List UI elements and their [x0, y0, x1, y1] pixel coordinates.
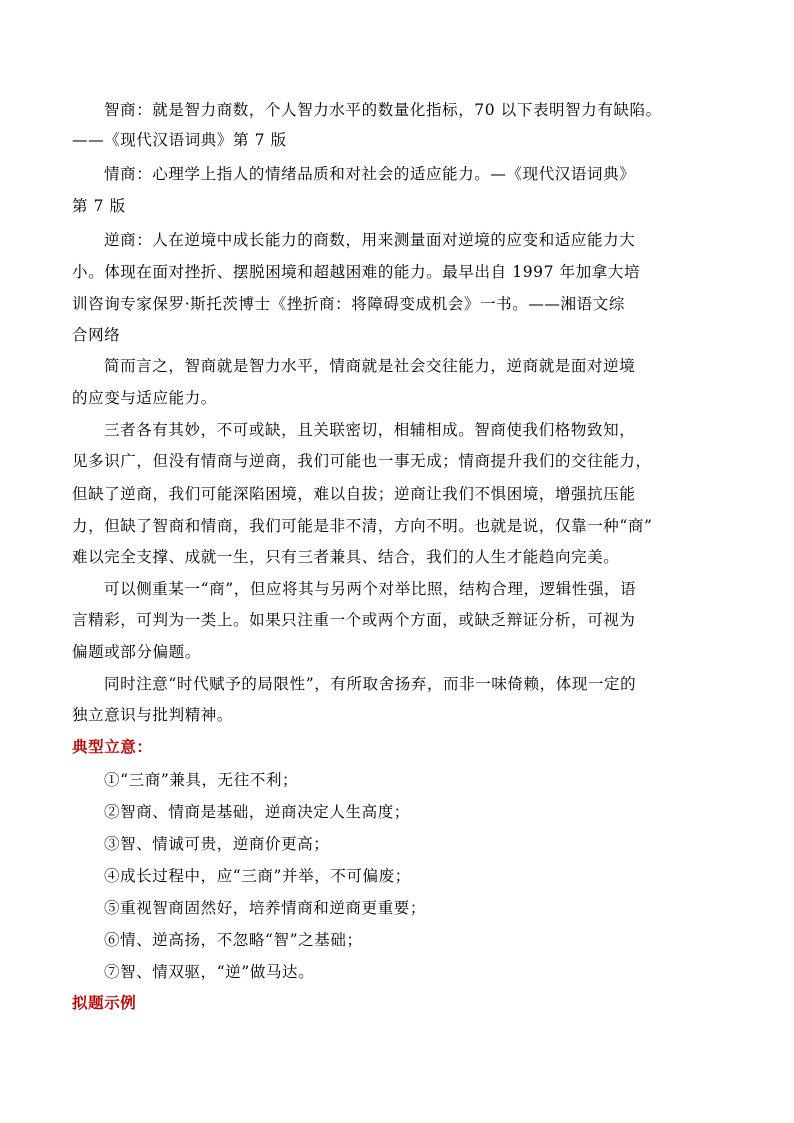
paragraph-line: 言精彩，可判为一类上。如果只注重一个或两个方面，或缺乏辩证分析，可视为: [72, 611, 636, 629]
paragraph-line: 力，但缺了智商和情商，我们可能是非不清，方向不明。也就是说，仅靠一种“商”: [72, 517, 653, 535]
list-item: ⑦智、情双驱，“逆”做马达。: [104, 963, 315, 981]
paragraph-line: 的应变与适应能力。: [72, 389, 217, 407]
paragraph-line: 难以完全支撑、成就一生，只有三者兼具、结合，我们的人生才能趋向完美。: [72, 548, 620, 566]
paragraph-line: 第 7 版: [72, 197, 126, 215]
paragraph-line: 可以侧重某一“商”，但应将其与另两个对举比照，结构合理，逻辑性强，语: [104, 580, 637, 598]
paragraph-line: 同时注意“时代赋予的局限性”，有所取舍扬弃，而非一味倚赖，体现一定的: [104, 675, 637, 693]
section-heading-sample-titles: 拟题示例: [72, 994, 137, 1012]
list-item: ②智商、情商是基础，逆商决定人生高度；: [104, 803, 410, 821]
paragraph-line: 智商：就是智力商数，个人智力水平的数量化指标，70 以下表明智力有缺陷。: [104, 101, 662, 119]
paragraph-line: 合网络: [72, 326, 121, 344]
paragraph-line: 训咨询专家保罗·斯托茨博士《挫折商：将障碍变成机会》一书。——湘语文综: [72, 295, 625, 313]
paragraph-line: ——《现代汉语词典》第 7 版: [72, 131, 287, 149]
list-item: ③智、情诚可贵，逆商价更高；: [104, 835, 330, 853]
list-item: ④成长过程中，应“三商”并举，不可偏废；: [104, 867, 411, 885]
list-item: ①“三商”兼具，无往不利；: [104, 771, 299, 789]
paragraph-line: 偏题或部分偏题。: [72, 643, 201, 661]
paragraph-line: 逆商：人在逆境中成长能力的商数，用来测量面对逆境的应变和适应能力大: [104, 231, 636, 249]
paragraph-line: 简而言之，智商就是智力水平，情商就是社会交往能力，逆商就是面对逆境: [104, 357, 636, 375]
list-item: ⑤重视智商固然好，培养情商和逆商更重要；: [104, 899, 427, 917]
paragraph-line: 小。体现在面对挫折、摆脱困境和超越困难的能力。最早出自 1997 年加拿大培: [72, 263, 641, 281]
paragraph-line: 三者各有其妙，不可或缺，且关联密切，相辅相成。智商使我们格物致知，: [104, 421, 636, 439]
list-item: ⑥情、逆高扬，不忽略“智”之基础；: [104, 931, 363, 949]
paragraph-line: 但缺了逆商，我们可能深陷困境，难以自拔；逆商让我们不惧困境，增强抗压能: [72, 485, 636, 503]
paragraph-line: 独立意识与批判精神。: [72, 706, 234, 724]
section-heading-typical-themes: 典型立意：: [72, 738, 153, 756]
paragraph-line: 见多识广，但没有情商与逆商，我们可能也一事无成；情商提升我们的交往能力，: [72, 452, 652, 470]
paragraph-line: 情商：心理学上指人的情绪品质和对社会的适应能力。—《现代汉语词典》: [104, 165, 636, 183]
